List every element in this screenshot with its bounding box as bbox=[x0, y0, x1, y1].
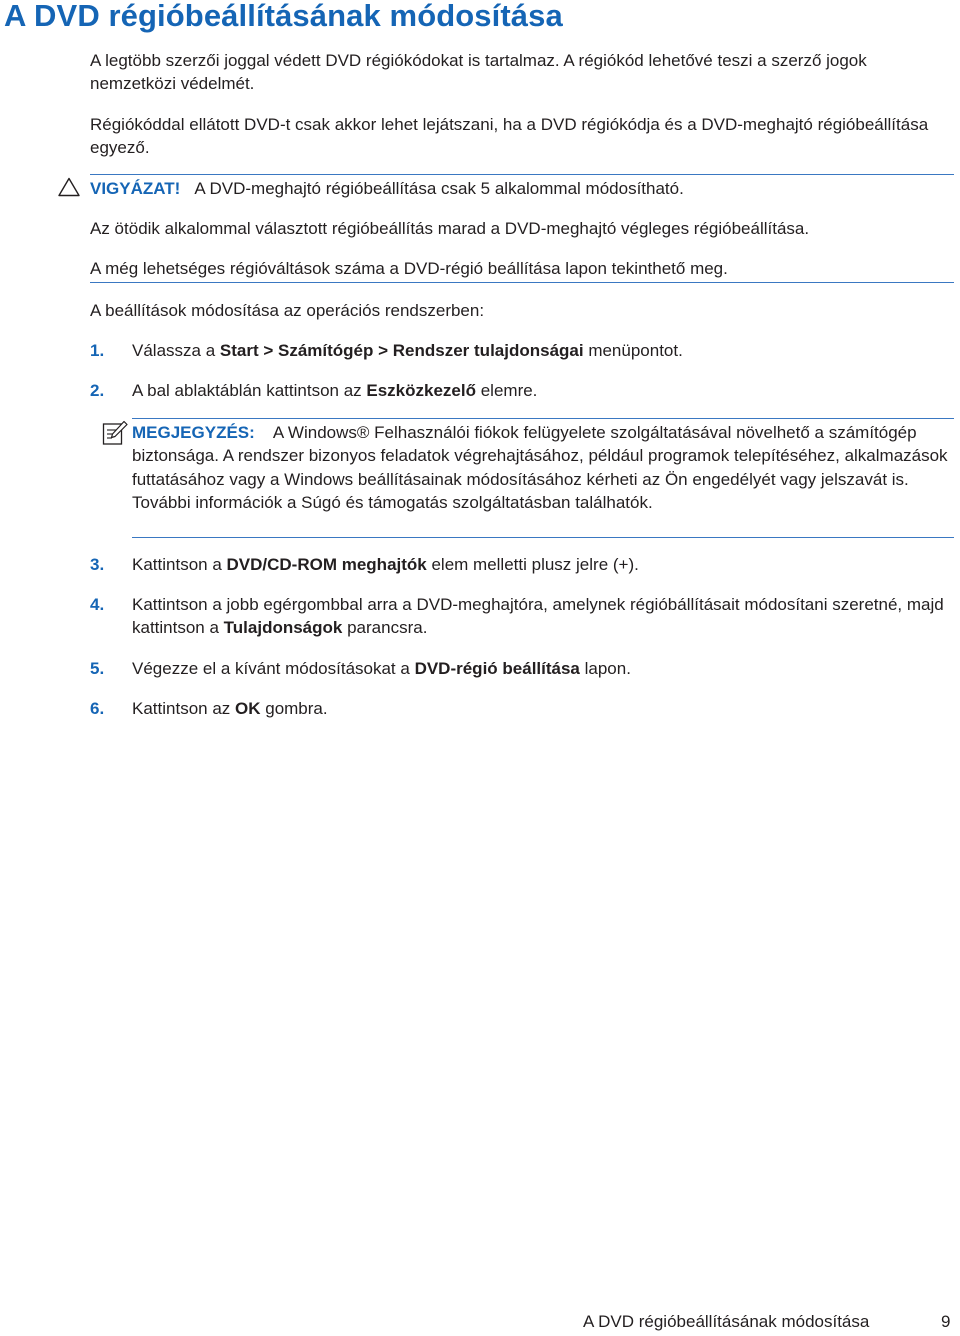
note-label: MEGJEGYZÉS: bbox=[132, 423, 255, 442]
caution-line-2: Az ötödik alkalommal választott régióbeállítás marad a DVD-meghajtó végleges régióbeállítása. bbox=[90, 219, 810, 238]
step-text: Kattintson a jobb egérgombbal arra a DVD-meghajtóra, amelynek régióbállításait módosítani szeretné, majd kattintson a Tulajdonságok parancsra. bbox=[132, 595, 944, 637]
page-title: A DVD régióbeállításának módosítása bbox=[4, 0, 563, 33]
step-number: 6. bbox=[90, 699, 105, 718]
step-text: A bal ablaktáblán kattintson az Eszközkezelő elemre. bbox=[132, 381, 538, 400]
step-number: 3. bbox=[90, 555, 105, 574]
step-number: 1. bbox=[90, 341, 105, 360]
note-text bbox=[132, 421, 956, 514]
step-text: Kattintson a DVD/CD-ROM meghajtók elem melletti plusz jelre (+). bbox=[132, 555, 639, 574]
note-top-rule bbox=[132, 418, 954, 419]
os-intro: A beállítások módosítása az operációs rendszerben: bbox=[90, 301, 485, 320]
step-number: 2. bbox=[90, 381, 105, 400]
step-number: 4. bbox=[90, 595, 105, 614]
caution-text-1: A DVD-meghajtó régióbeállítása csak 5 alkalommal módosítható. bbox=[194, 179, 684, 198]
step-number: 5. bbox=[90, 659, 105, 678]
step-text: Válassza a Start > Számítógép > Rendszer tulajdonságai menüpontot. bbox=[132, 341, 683, 360]
caution-top-rule bbox=[90, 174, 954, 175]
step-text: Kattintson az OK gombra. bbox=[132, 699, 328, 718]
intro-paragraph-2: Régiókóddal ellátott DVD-t csak akkor lehet lejátszani, ha a DVD régiókódja és a DVD-meghajtó régióbeállítása egyező. bbox=[90, 115, 929, 157]
note-bottom-rule bbox=[132, 537, 954, 538]
note-pencil-icon bbox=[102, 420, 128, 446]
footer-title: A DVD régióbeállításának módosítása bbox=[583, 1312, 870, 1331]
step-text: Végezze el a kívánt módosításokat a DVD-régió beállítása lapon. bbox=[132, 659, 631, 678]
caution-bottom-rule bbox=[90, 282, 954, 283]
page-number: 9 bbox=[941, 1312, 951, 1331]
caution-line-3: A még lehetséges régióváltások száma a DVD-régió beállítása lapon tekinthető meg. bbox=[90, 259, 728, 278]
intro-paragraph-1: A legtöbb szerzői joggal védett DVD régiókódokat is tartalmaz. A régiókód lehetővé teszi a szerző jogok nemzetközi védelmét. bbox=[90, 51, 867, 93]
note-body: A Windows® Felhasználói fiókok felügyelete szolgáltatásával növelhető a számítógép biztonsága. A rendszer bizonyos feladatok végrehajtásához, például programok telepítéséhez, alkalmazások futtatásához vagy a Windows beállításainak módosításához kérheti az Ön engedélyét vagy jelszavát is. További információk a Súgó és támogatás szolgáltatásban találhatók. bbox=[132, 423, 948, 512]
caution-line-1 bbox=[90, 177, 956, 200]
caution-label: VIGYÁZAT! bbox=[90, 179, 181, 198]
caution-triangle-icon bbox=[58, 177, 80, 197]
